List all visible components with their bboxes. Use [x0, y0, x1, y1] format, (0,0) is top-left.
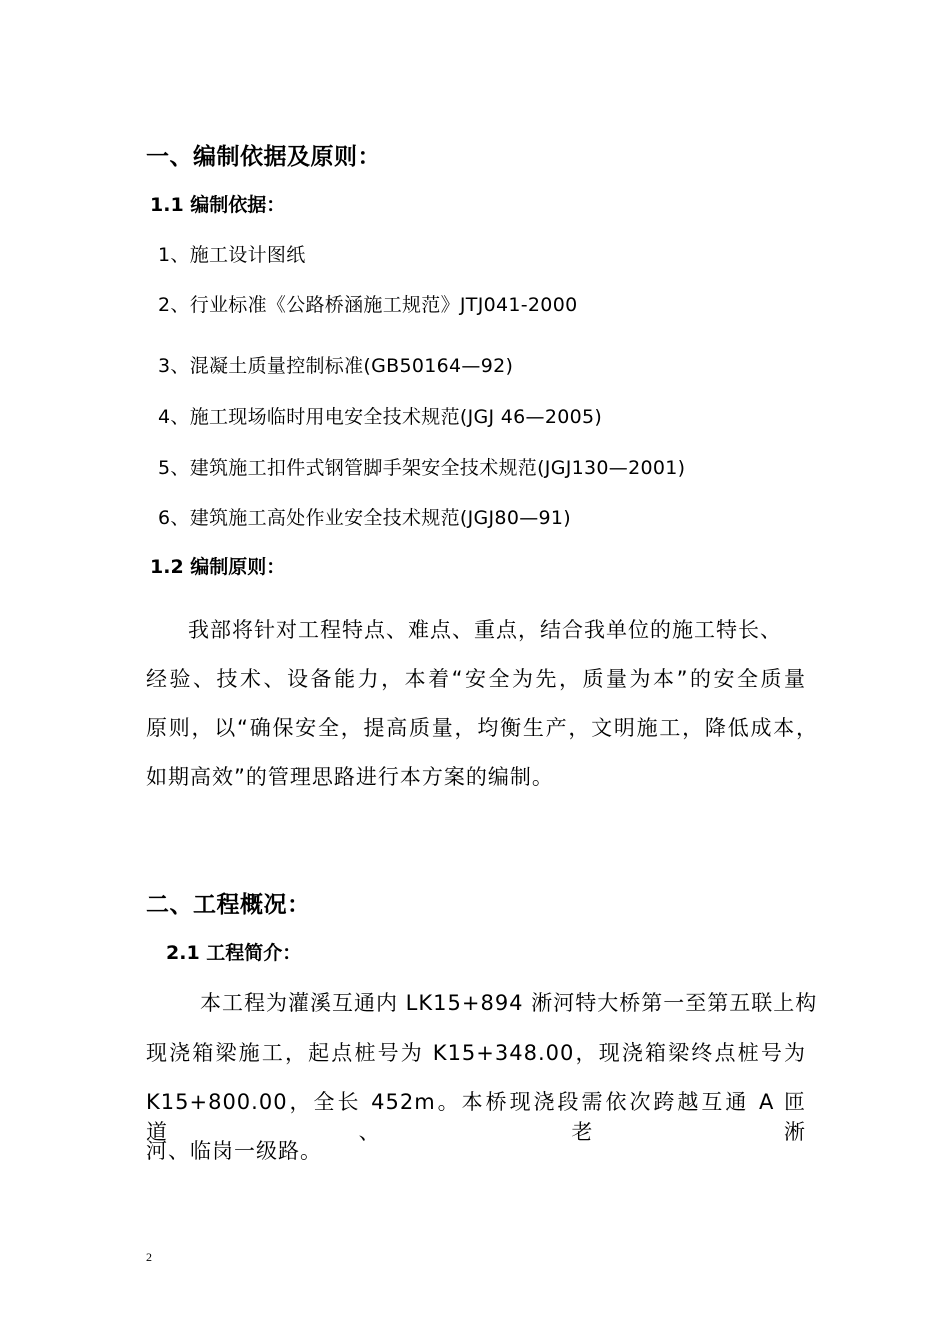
section-2-1-title: 2.1 工程简介：: [166, 942, 302, 964]
page-number: 2: [146, 1250, 152, 1264]
intro-line-3: K15+800.00，全长 452m。本桥现浇段需依次跨越互通 A 匝道、老淅: [146, 1090, 806, 1144]
basis-item-3: 3、混凝土质量控制标准(GB50164—92): [158, 355, 514, 377]
intro-line-4: 河、临岗一级路。: [146, 1139, 322, 1163]
intro-line-2: 现浇箱梁施工，起点桩号为 K15+348.00，现浇箱梁终点桩号为: [146, 1041, 806, 1065]
section-2-title: 二、工程概况：: [146, 892, 311, 918]
principle-line-4: 如期高效”的管理思路进行本方案的编制。: [146, 765, 554, 789]
intro-line-1: 本工程为灌溪互通内 LK15+894 淅河特大桥第一至第五联上构: [200, 991, 818, 1015]
section-1-1-title: 1.1 编制依据：: [150, 194, 286, 216]
section-1-title: 一、编制依据及原则：: [146, 144, 381, 170]
basis-item-1: 1、施工设计图纸: [158, 244, 306, 266]
basis-item-2: 2、行业标准《公路桥涵施工规范》JTJ041-2000: [158, 294, 578, 316]
basis-item-6: 6、建筑施工高处作业安全技术规范(JGJ80—91): [158, 507, 571, 529]
basis-item-5: 5、建筑施工扣件式钢管脚手架安全技术规范(JGJ130—2001): [158, 457, 686, 479]
principle-line-2: 经验、技术、设备能力，本着“安全为先，质量为本”的安全质量: [146, 667, 806, 691]
section-1-2-title: 1.2 编制原则：: [150, 556, 286, 578]
principle-line-3: 原则，以“确保安全，提高质量，均衡生产，文明施工，降低成本，: [146, 716, 818, 740]
basis-item-4: 4、施工现场临时用电安全技术规范(JGJ 46—2005): [158, 406, 603, 428]
principle-line-1: 我部将针对工程特点、难点、重点，结合我单位的施工特长、: [188, 618, 782, 642]
